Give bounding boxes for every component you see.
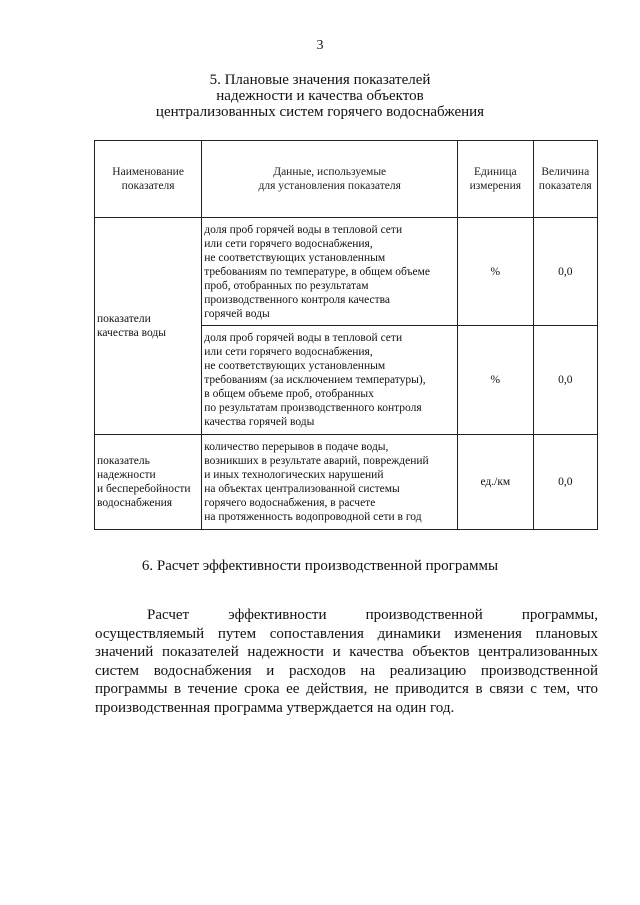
indicator-data-cell: доля проб горячей воды в тепловой сети или сети горячего водоснабжения, не соответствующих установленным требованиям по температуре, в общем объеме проб, отобранных по результатам производственного контроля качества горячей воды (202, 218, 458, 326)
value-cell: 0,0 (533, 326, 597, 435)
value-cell: 0,0 (533, 435, 597, 530)
indicators-table (94, 140, 598, 530)
section-5-title-line: 5. Плановые значения показателей (209, 72, 431, 88)
indicator-name-cell: показатель надежности и бесперебойности водоснабжения (95, 435, 202, 530)
indicator-data-cell: количество перерывов в подаче воды, возникших в результате аварий, повреждений и иных технологических нарушений на объектах централизованной системы горячего водоснабжения, в расчете на протяженность водопроводной сети в год (202, 435, 458, 530)
section-5-title-line: надежности и качества объектов (216, 88, 424, 104)
value-cell: 0,0 (533, 218, 597, 326)
header-data: Данные, используемые для установления показателя (202, 141, 458, 218)
page-number: 3 (316, 38, 324, 53)
indicator-data-cell: доля проб горячей воды в тепловой сети или сети горячего водоснабжения, не соответствующих установленным требованиям (за исключением температуры), в общем объеме проб, отобранных по результатам производственного контроля качества горячей воды (202, 326, 458, 435)
table-row (95, 218, 598, 326)
header-unit: Единица измерения (458, 141, 533, 218)
section-5-title-line: централизованных систем горячего водоснабжения (155, 104, 485, 120)
header-name: Наименование показателя (95, 141, 202, 218)
header-value: Величина показателя (533, 141, 597, 218)
unit-cell: ед./км (458, 435, 533, 530)
indicator-name-cell: показатели качества воды (95, 218, 202, 435)
table-header-row (95, 141, 598, 218)
unit-cell: % (458, 326, 533, 435)
table-row (95, 435, 598, 530)
section-6-paragraph: Расчет эффективности производственной программы, осуществляемый путем сопоставления динамики изменения плановых значений показателей надежности и качества объектов централизованных систем водоснабжения и расходов на реализацию производственной программы в течение срока ее действия, не приводится в связи с тем, что производственная программа утверждается на один год. (95, 607, 598, 716)
section-5-title (0, 72, 640, 120)
unit-cell: % (458, 218, 533, 326)
section-6-title: 6. Расчет эффективности производственной программы (141, 558, 499, 574)
